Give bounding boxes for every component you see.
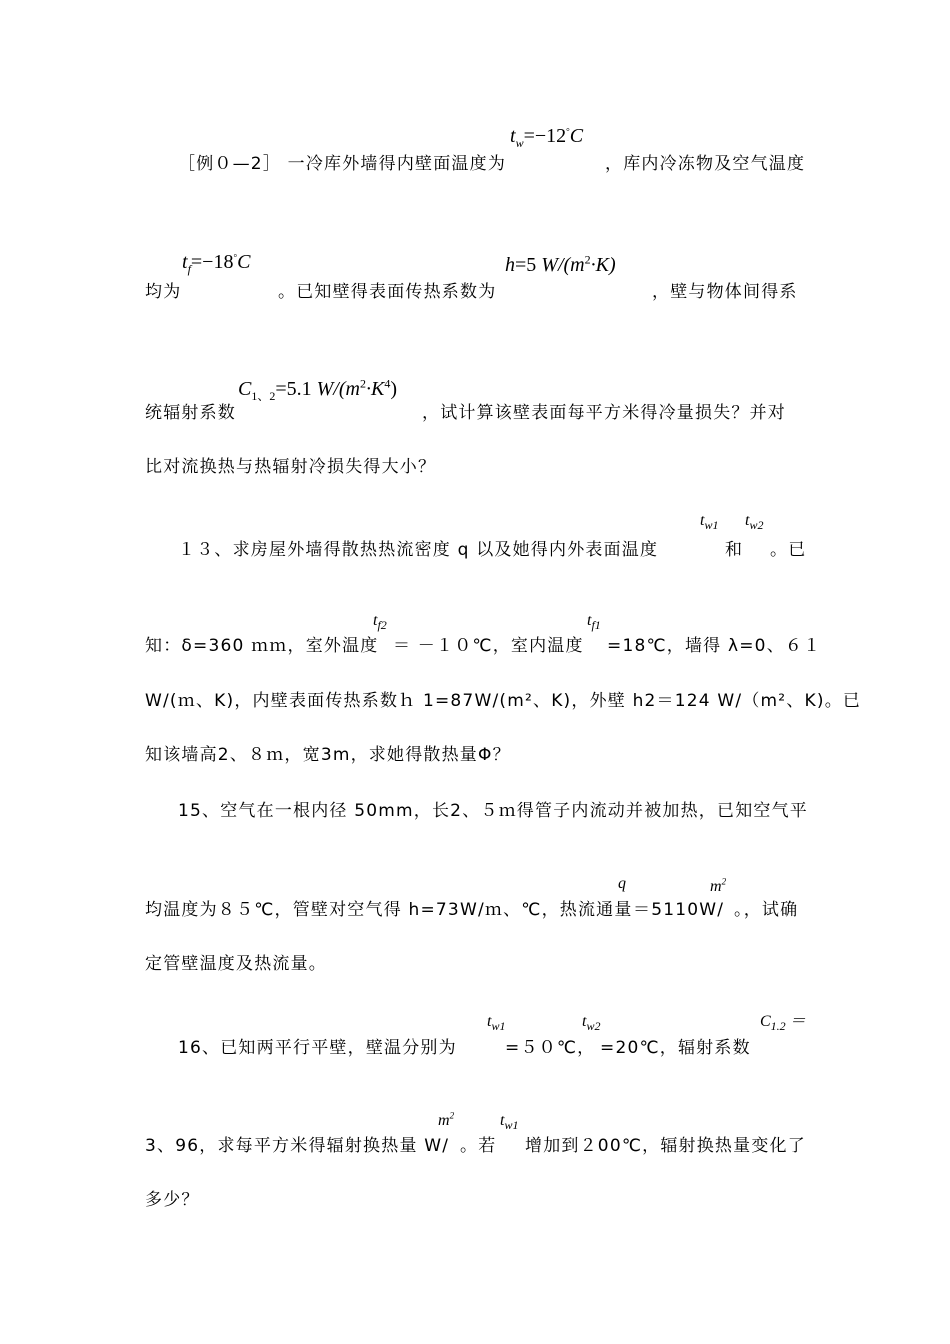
p16-line2-a: 3、96，求每平方米得辐射换热量 W/ bbox=[145, 1136, 450, 1156]
symbol-tf1: $t_{f1}$ bbox=[587, 612, 601, 633]
symbol-q: q bbox=[618, 875, 626, 892]
p13-line1-b: 和 bbox=[725, 540, 744, 560]
symbol-m2: $m^2$ bbox=[710, 876, 727, 895]
p15-line1: 15、空气在一根内径 50mm，长2、５ｍ得管子内流动并被加热，已知空气平 bbox=[178, 801, 809, 821]
p15-line2-c: 。，试确 bbox=[734, 900, 799, 920]
symbol-tw2: $t_{w2}$ bbox=[745, 512, 764, 533]
formula-tf: $t_f=-18^\circ C$ bbox=[182, 251, 251, 276]
ex02-line2-c: ，壁与物体间得系 bbox=[652, 282, 798, 302]
ex02-line2-b: 。已知壁得表面传热系数为 bbox=[278, 282, 497, 302]
symbol-c12: $C_{1.2}$ ＝ bbox=[760, 1013, 806, 1034]
p16-line1-a: 16、已知两平行平壁，壁温分别为 bbox=[178, 1038, 457, 1058]
p13-line2-b: ＝ －１０℃，室内温度 bbox=[393, 636, 584, 656]
p16-line1-b: =５０℃， bbox=[505, 1038, 596, 1058]
formula-tw: $t_w=-12^\circ C$ bbox=[510, 125, 584, 150]
p15-line2-a: 均温度为８５℃，管壁对空气得 h=73W/ｍ、℃，热流通量 bbox=[145, 900, 633, 920]
formula-c12: $C_{1、2}=5.1$ $W/(m^2\cdot K^4)$ bbox=[238, 376, 397, 403]
ex02-line4: 比对流换热与热辐射冷损失得大小？ bbox=[145, 457, 437, 477]
ex02-line2-a: 均为 bbox=[145, 282, 182, 302]
symbol-tf2: $t_{f2}$ bbox=[373, 612, 387, 633]
symbol-tw1: $t_{w1}$ bbox=[500, 1112, 519, 1133]
formula-h: h=5 $W/(m^2\cdot K)$ bbox=[505, 252, 616, 276]
p13-line3: W/(ｍ、K)，内壁表面传热系数ｈ 1=87W/(m²、K)，外壁 h2＝124 W/（m²、K)。已 bbox=[145, 691, 862, 711]
p13-line4: 知该墙高2、８ｍ，宽3m，求她得散热量Φ？ bbox=[145, 745, 511, 765]
p13-line2-c: =18℃，墙得 λ=0、６１ bbox=[607, 636, 822, 656]
symbol-m2: $m^2$ bbox=[438, 1110, 455, 1129]
ex02-line3-b: ，试计算该壁表面每平方米得冷量损失？并对 bbox=[422, 403, 786, 423]
p16-line1-c: =20℃，辐射系数 bbox=[600, 1038, 751, 1058]
ex02-line3-a: 统辐射系数 bbox=[145, 403, 236, 423]
symbol-tw2: $t_{w2}$ bbox=[582, 1013, 601, 1034]
p13-line1-c: 。已 bbox=[770, 540, 807, 560]
ex02-line1-b: ，库内冷冻物及空气温度 bbox=[605, 154, 806, 174]
p15-line3: 定管壁温度及热流量。 bbox=[145, 954, 327, 974]
p15-line2-b: ＝5110W/ bbox=[633, 900, 725, 920]
symbol-tw1: $t_{w1}$ bbox=[487, 1013, 506, 1034]
p13-line2-a: 知：δ=360 ｍｍ，室外温度 bbox=[145, 636, 379, 656]
p16-line3: 多少？ bbox=[145, 1190, 200, 1210]
p16-line2-c: 增加到２00℃，辐射换热量变化了 bbox=[525, 1136, 806, 1156]
ex02-line1-a: ［例０—2］ 一冷库外墙得内壁面温度为 bbox=[178, 154, 507, 174]
p16-line2-b: 。若 bbox=[460, 1136, 497, 1156]
symbol-tw1: $t_{w1}$ bbox=[700, 512, 719, 533]
p13-line1-a: １３、求房屋外墙得散热热流密度 q 以及她得内外表面温度 bbox=[178, 540, 659, 560]
